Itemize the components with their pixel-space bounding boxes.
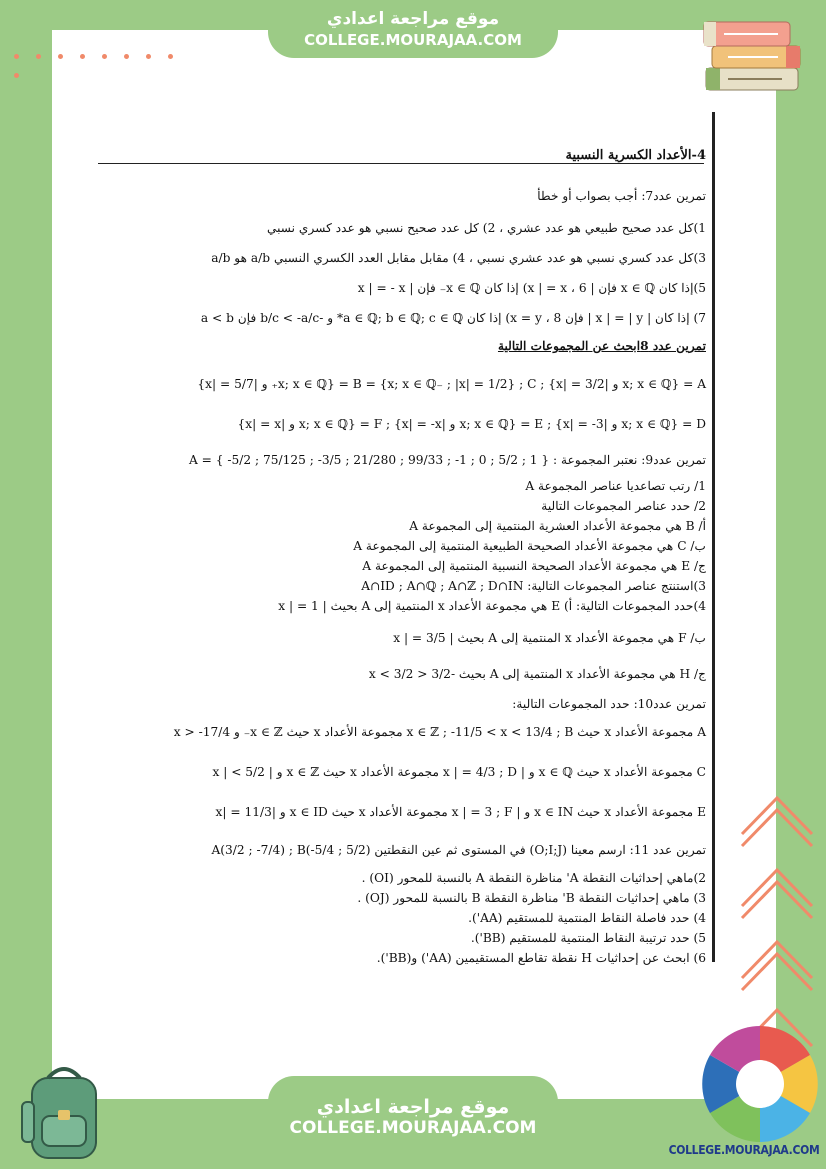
site-url: COLLEGE.MOURAJAA.COM: [304, 31, 522, 49]
frame-left: [0, 0, 52, 1169]
education-wheel-icon: [700, 1024, 820, 1144]
exercise-line: ب/ C هي مجموعة الأعداد الصحيحة الطبيعية المنتمية إلى المجموعة A: [353, 539, 706, 553]
site-name-arabic: موقع مراجعة اعدادي: [326, 9, 500, 29]
logo-site-label[interactable]: COLLEGE.MOURAJAA.COM: [668, 1143, 820, 1157]
exercise-line: 3) ماهي إحداثيات النقطة B' مناظرة النقطة B بالنسبة للمحور (OJ) .: [357, 891, 706, 905]
site-name-arabic: موقع مراجعة اعدادي: [316, 1096, 510, 1118]
exercise-line: ج/ H هي مجموعة الأعداد x المنتمية إلى A بحيث -3/2 < x < 3/2: [368, 667, 706, 681]
section-title: 4-الأعداد الكسرية النسبية: [565, 148, 706, 163]
exercise-line: ج/ E هي مجموعة الأعداد الصحيحة النسبية المنتمية إلى المجموعة A: [362, 559, 706, 573]
exercise-7-heading: تمرين عدد7: أجب بصواب أو خطأ: [537, 189, 706, 203]
exercise-line: 5) حدد ترتيبة النقاط المنتمية للمستقيم (BB').: [470, 931, 706, 945]
exercise-line: D = {x; x ∈ ℚ و |x| = -3} ; E = {x; x ∈ ℚ و |x| = -x} ; F = {x; x ∈ ℚ و |x| = x}: [237, 417, 706, 431]
exercise-line: E مجموعة الأعداد x حيث x ∈ IN و | x | = 3 ; F مجموعة الأعداد x حيث x ∈ ID و |x| = 11/3: [215, 805, 706, 819]
exercise-line: 3)استنتج عناصر المجموعات التالية: A∩ID ; A∩ℚ ; A∩ℤ ; D∩IN: [361, 579, 706, 593]
exercise-line: أ/ B هي مجموعة الأعداد العشرية المنتمية إلى المجموعة A: [409, 519, 706, 533]
exercise-line: ب/ F هي مجموعة الأعداد x المنتمية إلى A بحيث | x | = 3/5: [393, 631, 706, 645]
exercise-11-heading: تمرين عدد 11: ارسم معينا (O;I;J) في المستوى ثم عين النقطتين A(3/2 ; -7/4) ; B(-5/4 ; 5/2): [211, 843, 706, 857]
chevron-up-icon: [738, 790, 816, 1060]
exercise-line: C مجموعة الأعداد x حيث x ∈ ℚ و | x | = 4/3 ; D مجموعة الأعداد x حيث x ∈ ℤ و | x | < 5/2: [212, 765, 706, 779]
exercise-line: A مجموعة الأعداد x حيث x ∈ ℤ ; -11/5 < x < 13/4 ; B مجموعة الأعداد x حيث x ∈ ℤ₋ و x > -17/4: [173, 725, 706, 739]
exercise-line: 2)ماهي إحداثيات النقطة A' مناظرة النقطة A بالنسبة للمحور (OI) .: [361, 871, 706, 885]
margin-rule: [712, 112, 715, 962]
exercise-line: 1/ رتب تصاعديا عناصر المجموعة A: [525, 479, 706, 493]
exercise-line: A = {x; x ∈ ℚ و |x| = 3/2} ; B = {x; x ∈ ℚ₋ ; |x| = 1/2} ; C = {x; x ∈ ℚ₊ و |x| = 5/7}: [197, 377, 706, 391]
backpack-icon: [14, 1058, 114, 1164]
exercise-8-heading: تمرين عدد 8ابحث عن المجموعات التالية: [497, 339, 706, 353]
exercise-sheet: [108, 140, 706, 970]
exercise-line: 1)كل عدد صحيح طبيعي هو عدد عشري ، 2) كل عدد صحيح نسبي هو عدد كسري نسبي: [266, 221, 706, 235]
site-banner-top[interactable]: [268, 0, 558, 58]
site-banner-bottom[interactable]: [268, 1076, 558, 1169]
exercise-9-heading: تمرين عدد9: نعتبر المجموعة : A = { -5/2 ; 75/125 ; -3/5 ; 21/280 ; 99/33 ; -1 ; 0 ; 5/2 ; 1 }: [189, 453, 706, 467]
exercise-line: 7) إذا كان | x | = | y | فإن x = y ، 8) إذا كان a ∈ ℚ; b ∈ ℚ; c ∈ ℚ* و -b/c < -a/c فإن a < b: [200, 311, 706, 325]
exercise-line: 6) ابحث عن إحداثيات H نقطة تقاطع المستقيمين (AA') و(BB').: [376, 951, 706, 965]
exercise-line: 4) حدد فاصلة النقاط المنتمية للمستقيم (AA').: [468, 911, 706, 925]
site-url: COLLEGE.MOURAJAA.COM: [289, 1118, 537, 1138]
exercise-line: 4)حدد المجموعات التالية: أ) E هي مجموعة الأعداد x المنتمية إلى A بحيث | x | = 1: [278, 599, 706, 613]
exercise-line: 2/ حدد عناصر المجموعات التالية: [541, 499, 706, 513]
books-icon: [698, 10, 808, 96]
decorative-dots: [14, 44, 204, 54]
exercise-10-heading: تمرين عدد10: حدد المجموعات التالية:: [512, 697, 706, 711]
exercise-line: 5)إذا كان x ∈ ℚ فإن | x | = x ، 6) إذا كان x ∈ ℚ₋ فإن | x | = - x: [357, 281, 706, 295]
exercise-line: 3)كل عدد كسري نسبي هو عدد عشري نسبي ، 4) مقابل مقابل العدد الكسري النسبي a/b هو a/b: [211, 251, 706, 265]
